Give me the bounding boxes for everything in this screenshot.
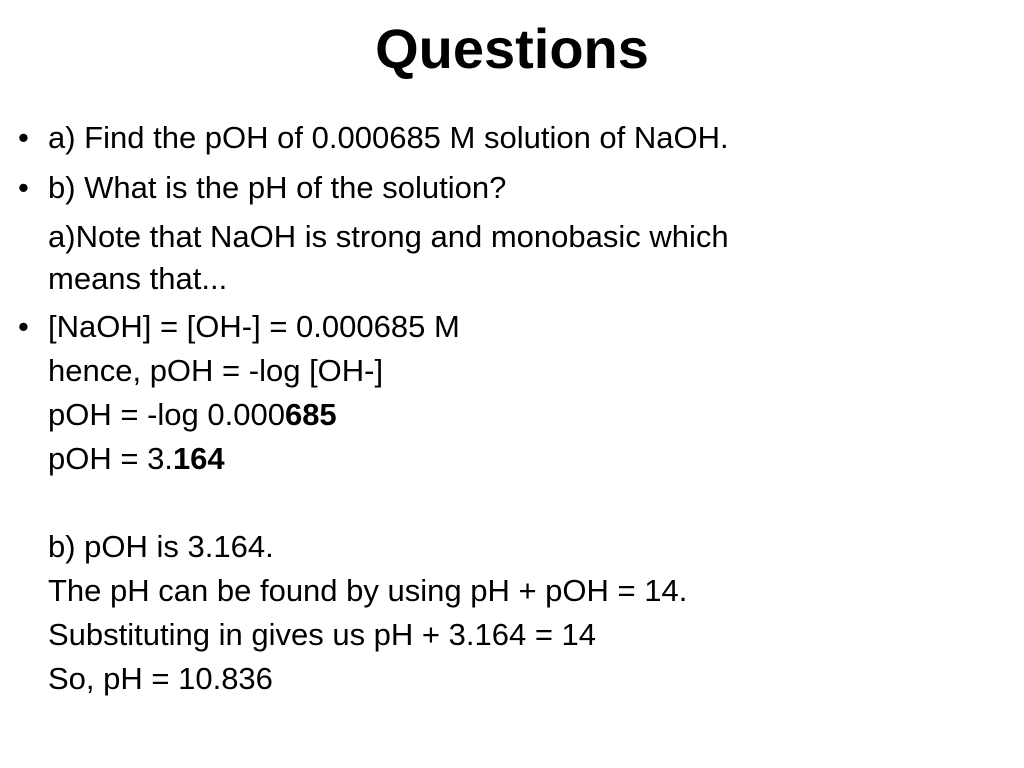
bullet-item-question-a — [18, 116, 1008, 160]
bullet-item-question-b — [18, 166, 1008, 210]
working-line-substitution: Substituting in gives us pH + 3.164 = 14 — [48, 617, 597, 652]
slide-content — [18, 116, 1008, 707]
question-a-text: a) Find the pOH of 0.000685 M solution of NaOH. — [48, 120, 729, 155]
working-line-concentration: [NaOH] = [OH-] = 0.000685 M — [48, 309, 460, 344]
working-line-part-b: b) pOH is 3.164. — [48, 529, 274, 564]
bullet-icon: • — [18, 120, 29, 155]
note-line-2: means that... — [48, 261, 228, 296]
poh-result-bold-digits: 164 — [172, 441, 225, 476]
poh-log-prefix: pOH = -log 0.000 — [48, 397, 285, 432]
bullet-icon: • — [18, 170, 29, 205]
question-b-text: b) What is the pH of the solution? — [48, 170, 507, 205]
slide-title: Questions — [375, 17, 649, 80]
bullet-item-working — [18, 305, 1008, 701]
working-line-poh-result — [48, 437, 1008, 481]
working-line-ph-answer: So, pH = 10.836 — [48, 661, 273, 696]
poh-log-bold-digits: 685 — [284, 397, 337, 432]
working-line-ph-formula: The pH can be found by using pH + pOH = 14. — [48, 573, 688, 608]
working-line-poh-log — [48, 393, 1008, 437]
poh-result-prefix: pOH = 3. — [48, 441, 173, 476]
blank-line — [48, 481, 1008, 525]
note-paragraph — [18, 216, 1008, 300]
working-line-hence: hence, pOH = -log [OH-] — [48, 353, 384, 388]
bullet-icon: • — [18, 309, 29, 344]
note-line-1: a)Note that NaOH is strong and monobasic which — [48, 219, 729, 254]
